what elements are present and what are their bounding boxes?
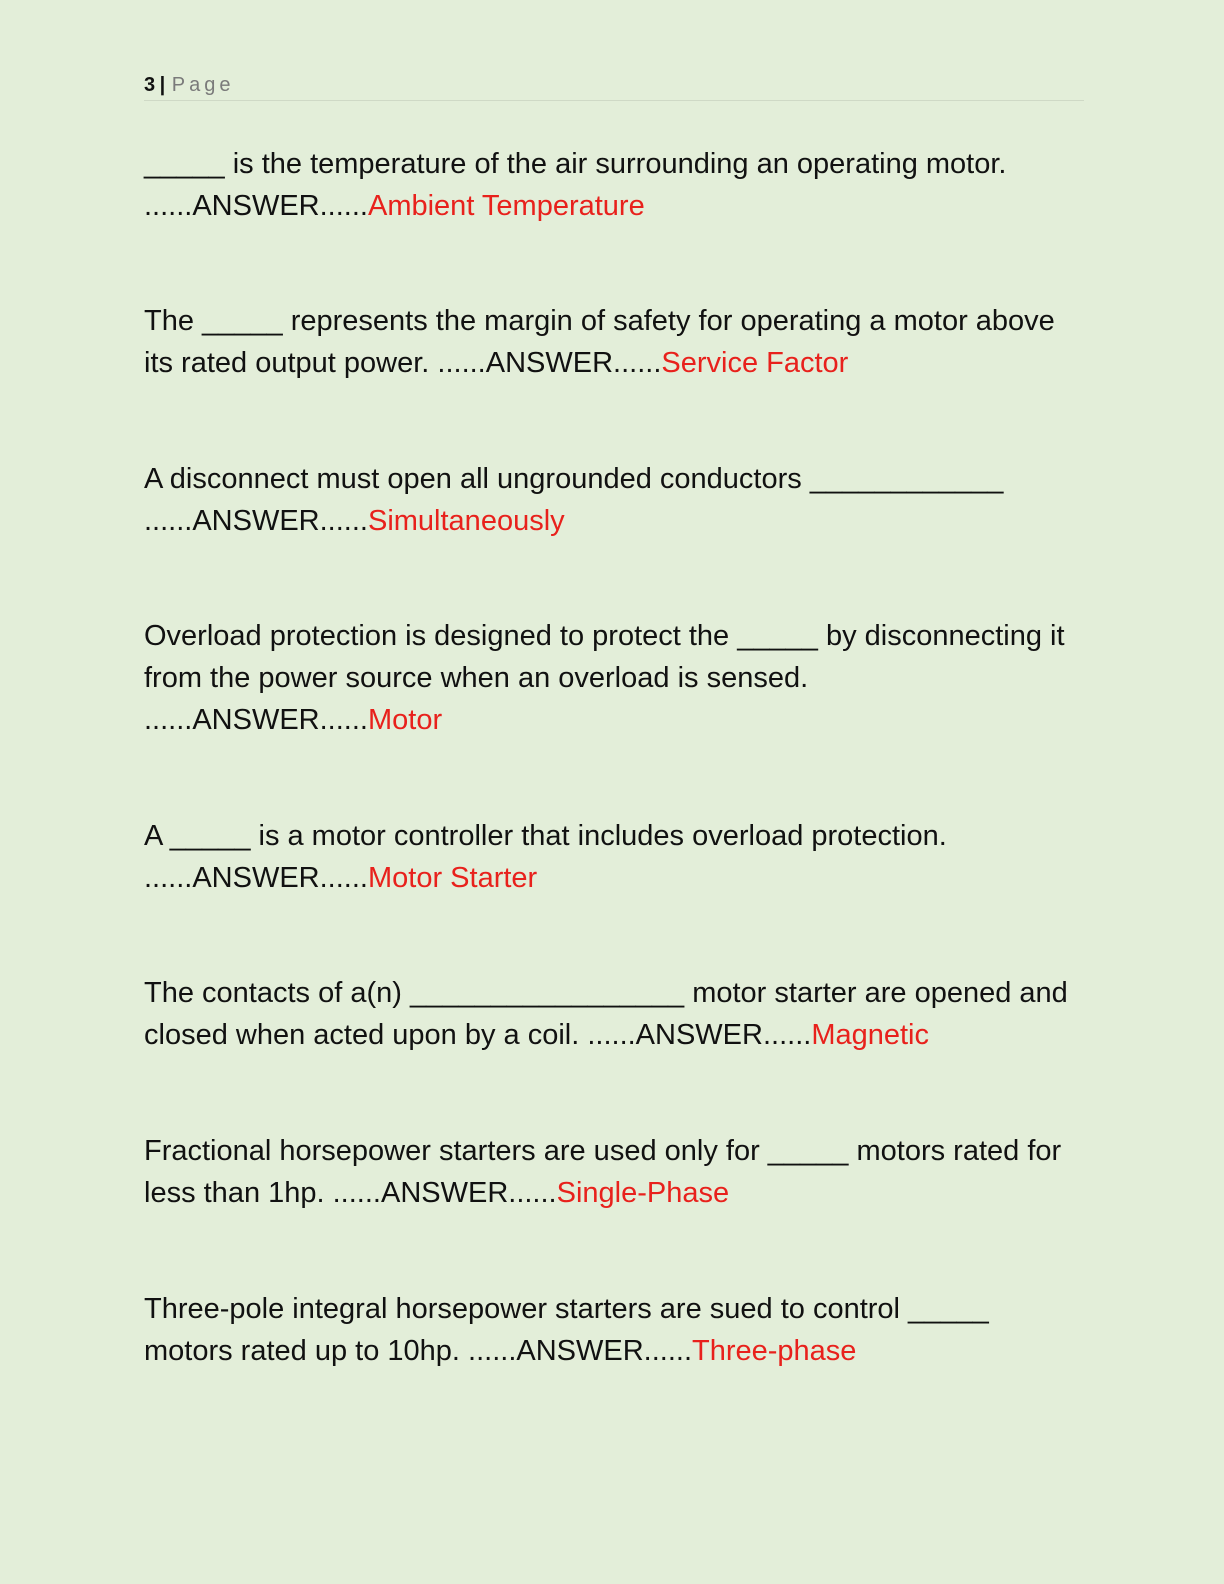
- page-header: [144, 70, 1084, 101]
- page-number: 3: [144, 74, 156, 96]
- question-text: _____ is the temperature of the air surrounding an operating motor. ......ANSWER......: [144, 148, 1007, 222]
- question-item: [144, 300, 1084, 384]
- question-item: [144, 1288, 1084, 1372]
- question-item: [144, 972, 1084, 1056]
- answer-text: Motor Starter: [367, 862, 538, 894]
- question-text: Fractional horsepower starters are used only for _____ motors rated for less than 1hp. ......ANSWER......: [144, 1135, 1062, 1209]
- answer-text: Motor: [367, 704, 443, 736]
- answer-text: Magnetic: [811, 1019, 929, 1051]
- question-text: The contacts of a(n) _________________ motor starter are opened and closed when acted upon by a coil. ......ANSWER......: [144, 977, 1068, 1051]
- question-text: The _____ represents the margin of safety for operating a motor above its rated output power. ......ANSWER......: [144, 305, 1055, 379]
- question-text: A disconnect must open all ungrounded conductors ____________ ......ANSWER......: [144, 463, 1004, 537]
- question-item: [144, 458, 1084, 542]
- answer-text: Single-Phase: [556, 1177, 730, 1209]
- answer-text: Three-phase: [692, 1335, 857, 1367]
- question-text: A _____ is a motor controller that includes overload protection. ......ANSWER......: [144, 820, 947, 894]
- question-text: Three-pole integral horsepower starters are sued to control _____ motors rated up to 10hp. ......ANSWER......: [144, 1293, 989, 1367]
- answer-text: Ambient Temperature: [367, 190, 645, 222]
- question-item: [144, 143, 1084, 227]
- page-header-separator: |: [159, 74, 166, 96]
- question-item: [144, 1130, 1084, 1214]
- answer-text: Service Factor: [661, 347, 849, 379]
- page-label: Page: [171, 74, 235, 96]
- answer-text: Simultaneously: [367, 505, 565, 537]
- question-text: Overload protection is designed to protect the _____ by disconnecting it from the power source when an overload is sensed. ......ANSWER......: [144, 620, 1065, 736]
- question-item: [144, 615, 1084, 741]
- question-item: [144, 815, 1084, 899]
